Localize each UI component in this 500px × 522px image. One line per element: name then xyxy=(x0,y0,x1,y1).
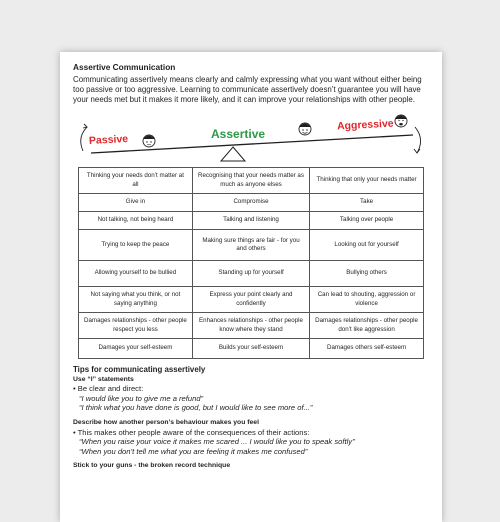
assertive-label: Assertive xyxy=(211,127,266,141)
worksheet-page xyxy=(60,52,442,522)
table-cell: Enhances relationships - other people know where they stand xyxy=(192,313,309,339)
table-cell: Talking over people xyxy=(310,212,424,230)
table-cell: Allowing yourself to be bullied xyxy=(79,261,193,287)
tips-bullet: • This makes other people aware of the consequences of their actions: xyxy=(73,427,310,437)
document-title: Assertive Communication xyxy=(73,62,176,72)
tips-heading: Tips for communicating assertively xyxy=(73,365,206,374)
fulcrum-triangle xyxy=(221,147,245,161)
table-cell: Trying to keep the peace xyxy=(79,230,193,261)
table-cell: Thinking your needs don’t matter at all xyxy=(79,168,193,194)
passive-face-icon xyxy=(143,135,155,147)
table-cell: Standing up for yourself xyxy=(192,261,309,287)
table-cell: Not talking, not being heard xyxy=(79,212,193,230)
example-quote: “When you raise your voice it makes me scared ... I would like you to speak softly” xyxy=(79,437,355,447)
table-row xyxy=(79,212,424,230)
table-row xyxy=(79,261,424,287)
table-cell: Damages relationships - other people respect you less xyxy=(79,313,193,339)
tips-subheading-i-statements: Use “I” statements xyxy=(73,375,134,383)
table-cell: Compromise xyxy=(192,194,309,212)
tips-bullet: • Be clear and direct: xyxy=(73,384,144,394)
table-cell: Give in xyxy=(79,194,193,212)
table-cell: Can lead to shouting, aggression or violence xyxy=(310,287,424,313)
table-cell: Making sure things are fair - for you and others xyxy=(192,230,309,261)
tips-section xyxy=(73,365,429,471)
table-row xyxy=(79,168,424,194)
table-row xyxy=(79,194,424,212)
table-cell: Take xyxy=(310,194,424,212)
table-cell: Damages your self-esteem xyxy=(79,339,193,359)
tips-subheading-describe-feelings: Describe how another person’s behaviour makes you feel xyxy=(73,418,259,426)
passive-label: Passive xyxy=(88,132,129,148)
intro-paragraph: Communicating assertively means clearly and calmly expressing what you want without either being too passive or too aggressive. Learning to communicate assertively doesn’t guarantee you will have your needs met but it makes it more likely, and it can improve your relationships with other people. xyxy=(73,75,422,104)
example-quote: “When you don’t tell me what you are feeling it makes me confused” xyxy=(79,446,308,456)
table-cell: Not saying what you think, or not saying anything xyxy=(79,287,193,313)
table-cell: Damages relationships - other people don’t like aggression xyxy=(310,313,424,339)
table-row xyxy=(79,339,424,359)
aggressive-label: Aggressive xyxy=(336,117,394,133)
table-row xyxy=(79,287,424,313)
example-quote: “I think what you have done is good, but I would like to see more of...” xyxy=(79,403,313,413)
assertive-face-icon xyxy=(299,123,311,135)
table-cell: Damages others self-esteem xyxy=(310,339,424,359)
table-cell: Bullying others xyxy=(310,261,424,287)
left-arrow-icon xyxy=(81,127,87,151)
table-cell: Recognising that your needs matter as much as anyone elses xyxy=(192,168,309,194)
table-cell: Talking and listening xyxy=(192,212,309,230)
table-cell: Looking out for yourself xyxy=(310,230,424,261)
worksheet-content xyxy=(73,62,429,471)
tips-subheading-broken-record: Stick to your guns - the broken record technique xyxy=(73,462,231,470)
comparison-table xyxy=(78,167,424,359)
table-cell: Thinking that only your needs matter xyxy=(310,168,424,194)
table-row xyxy=(79,313,424,339)
table-cell: Builds your self-esteem xyxy=(192,339,309,359)
aggressive-face-icon xyxy=(395,115,407,127)
seesaw-illustration xyxy=(73,107,429,163)
example-quote: “I would like you to give me a refund” xyxy=(79,393,204,403)
table-row xyxy=(79,230,424,261)
table-cell: Express your point clearly and confidently xyxy=(192,287,309,313)
